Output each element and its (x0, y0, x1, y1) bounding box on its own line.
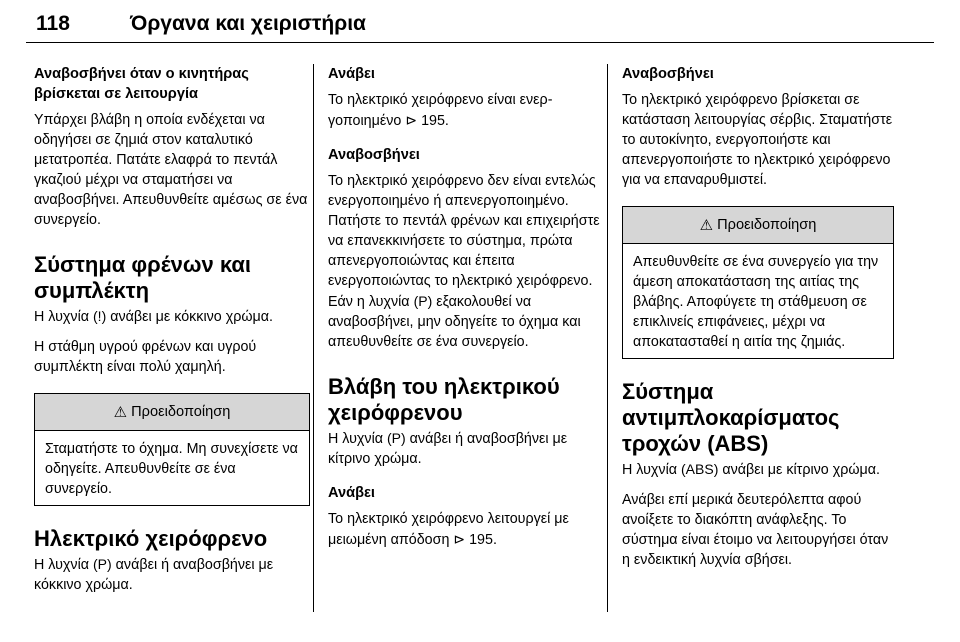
subheading-lights-up: Ανάβει (328, 66, 375, 82)
paragraph-abs-lamp: Η λυχνία (ABS) ανάβει με κίτρινο χρώμα. (622, 461, 880, 478)
subheading-flashing: Αναβοσβήνει (328, 147, 420, 163)
warning-header (623, 207, 893, 244)
warning-body: Σταματήστε το όχημα. Μη συνεχίσετε να οδηγείτε. Απευθυνθείτε σε ένα συνεργείο. (45, 441, 298, 497)
page-reference-icon: ⊳ (453, 531, 466, 547)
warning-body: Απευθυνθείτε σε ένα συνεργείο για την άμεση αποκατάσταση της αιτίας της βλάβης. Αποφύγετε τη στάθμευση σε επικλινείς επιφάνειες, μέχρι να αποκατασταθεί η αιτία της ζημιάς. (633, 254, 879, 350)
page-reference-icon: ⊳ (405, 112, 418, 128)
warning-header (35, 394, 309, 431)
brake-warning-icon: (!) (93, 308, 107, 324)
column-2 (328, 64, 604, 560)
parking-brake-icon: (P) (413, 293, 433, 309)
page-title: Όργανα και χειριστήρια (130, 12, 366, 35)
warning-triangle-icon: ⚠ (113, 404, 128, 421)
heading-abs: Σύστημα αντιμπλοκαρίσματος τροχών (ABS) (622, 379, 840, 456)
subheading-flashing-engine: Αναβοσβήνει όταν ο κινητήρας βρίσκεται σε λειτουργία (34, 66, 249, 102)
warning-title: Προειδοποίηση (717, 217, 817, 233)
warning-triangle-icon: ⚠ (699, 217, 714, 234)
paragraph-epb-fault-lamp: Η λυχνία (P) ανάβει ή αναβοσβήνει με κίτρινο χρώμα. (328, 430, 568, 467)
page-header (26, 6, 934, 46)
abs-icon: (ABS) (681, 461, 719, 477)
column-1 (34, 64, 310, 605)
paragraph-service-mode: Το ηλεκτρικό χειρόφρενο βρίσκεται σε κατάσταση λειτουργίας σέρβις. Σταματήστε το αυτοκίνητο, ενεργοποιήστε και απενεργοποιήστε το ηλεκτρικό χειρόφρενο για να επαναρυθμιστεί. (622, 92, 893, 188)
subheading-flashing-service: Αναβοσβήνει (622, 66, 714, 82)
heading-brake-clutch: Σύστημα φρένων και συμπλέκτη (34, 252, 252, 303)
heading-epb-fault: Βλάβη του ηλεκτρικού χειρόφρενου (328, 374, 560, 425)
paragraph-brake-lamp: Η λυχνία (!) ανάβει με κόκκινο χρώμα. (34, 308, 273, 325)
heading-electric-parking-brake: Ηλεκτρικό χειρόφρενο (34, 526, 268, 551)
paragraph-abs-ready: Ανάβει επί μερικά δευτερόλεπτα αφού ανοίξετε το διακόπτη ανάφλεξης. Το σύστημα είναι έτοιμο να λειτουργήσει όταν η ενδεικτική λυχνία σβήσει. (622, 492, 889, 568)
subheading-lights-up-2: Ανάβει (328, 485, 375, 501)
paragraph-epb-lamp: Η λυχνία (P) ανάβει ή αναβοσβήνει με κόκκινο χρώμα. (34, 556, 274, 593)
parking-brake-icon: (P) (93, 556, 112, 572)
warning-title: Προειδοποίηση (131, 404, 231, 420)
paragraph-fluid-level: Η στάθμη υγρού φρένων και υγρού συμπλέκτη είναι πολύ χαμηλή. (34, 339, 257, 375)
paragraph-epb-engaged: Το ηλεκτρικό χειρόφρενο είναι ενεργοποιημένο ⊳ 195. (328, 92, 553, 129)
header-rule (26, 42, 934, 43)
warning-box (34, 393, 310, 506)
column-3 (622, 64, 894, 580)
column-divider-1 (313, 64, 314, 612)
paragraph-epb-not-engaged: Το ηλεκτρικό χειρόφρενο δεν είναι εντελώς ενεργοποιημένο ή απενεργοποιημένο. Πατήστε το πεντάλ φρένων και επιχειρήστε να επανεκκινήσετε το σύστημα, πρώτα απενεργοποιώντας και έπειτα ενεργοποιώντας το ηλεκτρικό χειρόφρενο. Εάν η λυχνία (P) εξακολουθεί να αναβοσβήνει, μην οδηγείτε το όχημα και απευθυνθείτε σε ένα συνεργείο. (328, 173, 600, 350)
paragraph-catalytic: Υπάρχει βλάβη η οποία ενδέχεται να οδηγήσει σε ζημιά στον καταλυτικό μετατροπέα. Πατάτε ελαφρά το πεντάλ γκαζιού μέχρι να σταματήσει να αναβοσβήνει. Απευθυνθείτε αμέσως σε ένα συνεργείο. (34, 112, 308, 228)
column-divider-2 (607, 64, 608, 612)
page-number: 118 (36, 12, 70, 35)
paragraph-epb-reduced: Το ηλεκτρικό χειρόφρενο λειτουργεί με μειωμένη απόδοση ⊳ 195. (328, 511, 569, 548)
parking-brake-fault-icon: (P) (387, 430, 406, 446)
warning-box (622, 206, 894, 359)
